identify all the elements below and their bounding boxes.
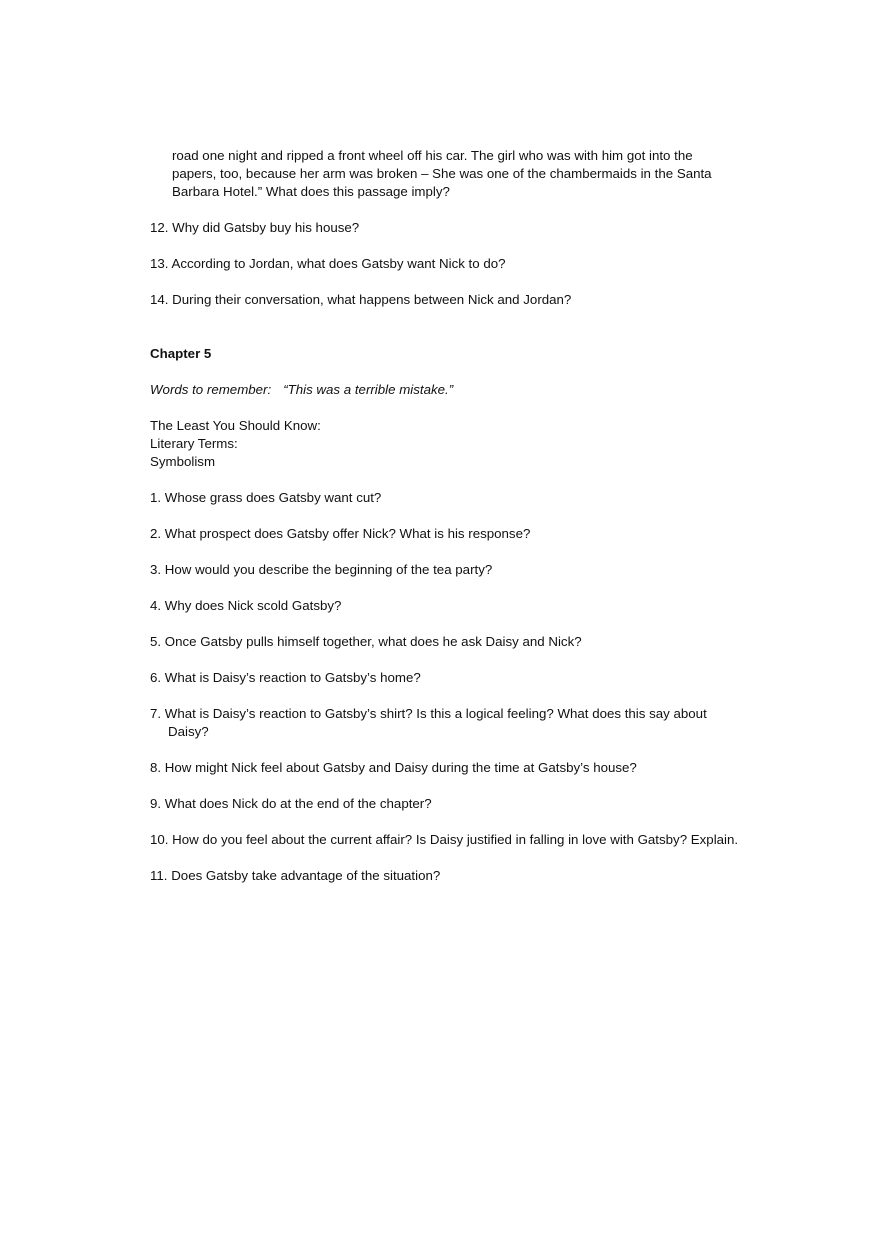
- question-1: 1. Whose grass does Gatsby want cut?: [150, 490, 382, 505]
- question-2: 2. What prospect does Gatsby offer Nick? What is his response?: [150, 526, 531, 541]
- question-12: 12. Why did Gatsby buy his house?: [150, 220, 360, 235]
- question-3: 3. How would you describe the beginning of the tea party?: [150, 562, 493, 577]
- question-11: 11. Does Gatsby take advantage of the situation?: [150, 868, 441, 883]
- question-5: 5. Once Gatsby pulls himself together, what does he ask Daisy and Nick?: [150, 634, 582, 649]
- least-you-should-know: [150, 417, 740, 471]
- chapter-heading: Chapter 5: [150, 346, 212, 361]
- question-7: 7. What is Daisy’s reaction to Gatsby’s shirt? Is this a logical feeling? What does this say about Daisy?: [150, 706, 707, 739]
- continued-passage: road one night and ripped a front wheel off his car. The girl who was with him got into the papers, too, because her arm was broken – She was one of the chambermaids in the Santa Barbara Hotel.” What does this passage imply?: [172, 148, 712, 199]
- question-10: 10. How do you feel about the current affair? Is Daisy justified in falling in love with Gatsby? Explain.: [150, 832, 739, 847]
- question-13: 13. According to Jordan, what does Gatsby want Nick to do?: [150, 256, 506, 271]
- document-content: [150, 147, 740, 903]
- literary-term: Symbolism: [150, 454, 216, 469]
- question-14: 14. During their conversation, what happens between Nick and Jordan?: [150, 292, 572, 307]
- question-9: 9. What does Nick do at the end of the chapter?: [150, 796, 432, 811]
- question-6: 6. What is Daisy’s reaction to Gatsby’s home?: [150, 670, 421, 685]
- words-label: Words to remember:: [150, 382, 272, 397]
- question-4: 4. Why does Nick scold Gatsby?: [150, 598, 342, 613]
- words-to-remember: [150, 381, 740, 399]
- words-quote: “This was a terrible mistake.”: [283, 382, 454, 397]
- question-8: 8. How might Nick feel about Gatsby and Daisy during the time at Gatsby’s house?: [150, 760, 637, 775]
- section-spacer: [150, 327, 740, 345]
- literary-terms-label: Literary Terms:: [150, 436, 238, 451]
- least-title: The Least You Should Know:: [150, 418, 321, 433]
